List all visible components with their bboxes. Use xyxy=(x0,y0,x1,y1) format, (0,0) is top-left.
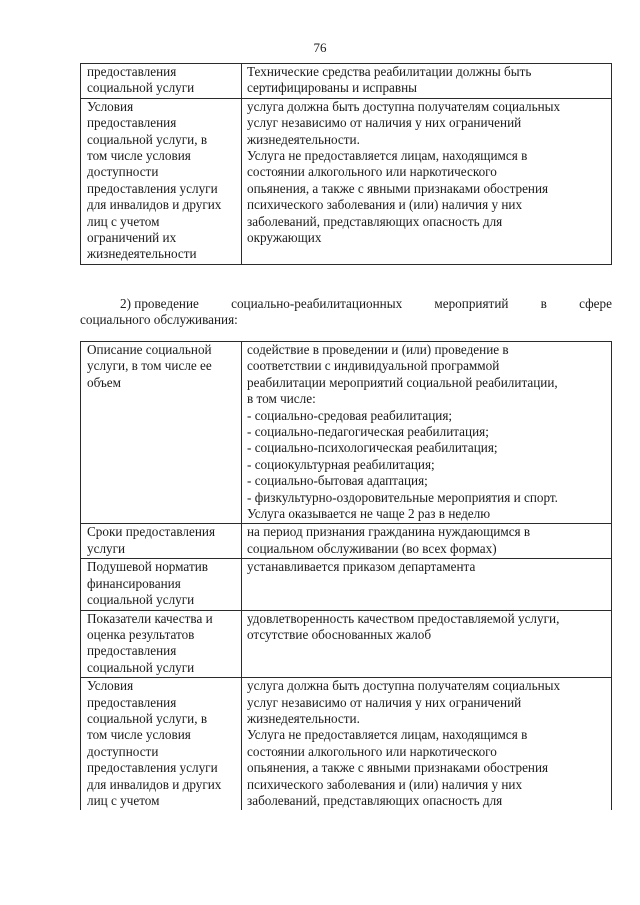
value-text-line: услуга должна быть доступна получателям социальных xyxy=(247,98,561,114)
value-text-line: реабилитации мероприятий социальной реабилитации, xyxy=(247,374,558,390)
value-text-line: - социально-бытовая адаптация; xyxy=(247,473,428,489)
label-text-line: предоставления услуги xyxy=(87,760,218,776)
label-text-line: Показатели качества и xyxy=(87,610,213,626)
value-text-line: заболеваний, представляющих опасность для xyxy=(247,792,503,808)
row-value-cell xyxy=(242,524,612,559)
row-value-cell xyxy=(242,610,612,678)
row-label-cell xyxy=(81,64,242,99)
value-text-line: в том числе: xyxy=(247,391,316,407)
rehabilitation-services-table xyxy=(80,341,612,810)
value-text-line: на период признания гражданина нуждающимся в xyxy=(247,524,531,540)
label-text-line: жизнедеятельности xyxy=(87,246,197,262)
label-text-line: социальной услуги, в xyxy=(87,710,208,726)
paragraph-line-1 xyxy=(80,296,612,312)
paragraph-line-2: социального обслуживания: xyxy=(80,312,238,328)
value-text-line: состоянии алкогольного или наркотического xyxy=(247,743,497,759)
value-text-line: удовлетворенность качеством предоставляемой услуги, xyxy=(247,610,560,626)
label-text-line: услуги, в том числе ее xyxy=(87,358,212,374)
label-text-line: социальной услуги, в xyxy=(87,131,208,147)
row-label-cell xyxy=(81,342,242,524)
paragraph-word: в xyxy=(540,296,547,311)
value-text-line: жизнедеятельности. xyxy=(247,710,360,726)
label-text-line: социальной услуги xyxy=(87,659,195,675)
label-text-line: для инвалидов и других xyxy=(87,197,222,213)
table-row xyxy=(81,342,612,524)
value-text-line: социальном обслуживании (во всех формах) xyxy=(247,540,497,556)
label-text-line: предоставления услуги xyxy=(87,180,218,196)
page-number: 76 xyxy=(313,40,327,55)
value-text-line: психического заболевания и (или) наличия у них xyxy=(247,776,523,792)
row-value-cell xyxy=(242,64,612,99)
label-text-line: социальной услуги xyxy=(87,592,195,608)
label-text-line: лиц с учетом xyxy=(87,792,160,808)
table-row xyxy=(81,98,612,264)
label-text-line: финансирования xyxy=(87,575,181,591)
label-text-line: Подушевой норматив xyxy=(87,559,208,575)
value-text-line: Услуга оказывается не чаще 2 раз в неделю xyxy=(247,506,491,522)
table-row xyxy=(81,524,612,559)
label-text-line: для инвалидов и других xyxy=(87,776,222,792)
label-text-line: Описание социальной xyxy=(87,342,212,357)
value-text-line: содействие в проведении и (или) проведение в xyxy=(247,342,509,357)
value-text-line: услуг независимо от наличия у них ограничений xyxy=(247,115,522,131)
label-text-line: предоставления xyxy=(87,643,177,659)
value-text-line: - социально-психологическая реабилитация; xyxy=(247,440,498,456)
value-text-line: сертифицированы и исправны xyxy=(247,80,418,96)
row-value-cell xyxy=(242,98,612,264)
value-text-line: - физкультурно-оздоровительные мероприятия и спорт. xyxy=(247,489,558,505)
value-text-line: Услуга не предоставляется лицам, находящимся в xyxy=(247,727,528,743)
row-value-cell xyxy=(242,342,612,524)
table-row xyxy=(81,559,612,610)
label-text-line: социальной услуги xyxy=(87,80,195,96)
label-text-line: Сроки предоставления xyxy=(87,524,216,540)
value-text-line: заболеваний, представляющих опасность для xyxy=(247,213,503,229)
paragraph-word: сфере xyxy=(579,296,612,311)
row-label-cell xyxy=(81,610,242,678)
value-text-line: устанавливается приказом департамента xyxy=(247,559,476,575)
table-row xyxy=(81,610,612,678)
value-text-line: соответствии с индивидуальной программой xyxy=(247,358,500,374)
table-row xyxy=(81,64,612,99)
value-text-line: опьянения, а также с явными признаками обострения xyxy=(247,760,549,776)
row-label-cell xyxy=(81,524,242,559)
label-text-line: Условия xyxy=(87,678,134,694)
label-text-line: доступности xyxy=(87,743,159,759)
value-text-line: отсутствие обоснованных жалоб xyxy=(247,626,432,642)
value-text-line: Технические средства реабилитации должны быть xyxy=(247,64,532,79)
label-text-line: Условия xyxy=(87,98,134,114)
label-text-line: том числе условия xyxy=(87,727,191,743)
value-text-line: услуг независимо от наличия у них ограничений xyxy=(247,694,522,710)
label-text-line: предоставления xyxy=(87,694,177,710)
value-text-line: жизнедеятельности. xyxy=(247,131,360,147)
value-text-line: психического заболевания и (или) наличия у них xyxy=(247,197,523,213)
label-text-line: том числе условия xyxy=(87,148,191,164)
value-text-line: - социально-педагогическая реабилитация; xyxy=(247,424,489,440)
label-text-line: предоставления xyxy=(87,115,177,131)
table1-body xyxy=(81,64,612,265)
value-text-line: состоянии алкогольного или наркотического xyxy=(247,164,497,180)
value-text-line: - социокультурная реабилитация; xyxy=(247,456,435,472)
paragraph-word: социально-реабилитационных xyxy=(231,296,403,311)
row-value-cell xyxy=(242,678,612,811)
services-table-continued xyxy=(80,63,612,265)
row-label-cell xyxy=(81,678,242,811)
label-text-line: оценка результатов xyxy=(87,626,195,642)
value-text-line: услуга должна быть доступна получателям социальных xyxy=(247,678,561,694)
section-paragraph xyxy=(80,296,612,329)
value-text-line: Услуга не предоставляется лицам, находящимся в xyxy=(247,148,528,164)
row-label-cell xyxy=(81,559,242,610)
value-text-line: опьянения, а также с явными признаками обострения xyxy=(247,180,549,196)
value-text-line: - социально-средовая реабилитация; xyxy=(247,407,453,423)
label-text-line: услуги xyxy=(87,540,126,556)
label-text-line: лиц с учетом xyxy=(87,213,160,229)
paragraph-word: 2) проведение xyxy=(120,296,199,311)
row-value-cell xyxy=(242,559,612,610)
table2-body xyxy=(81,342,612,811)
paragraph-word: мероприятий xyxy=(434,296,509,311)
row-label-cell xyxy=(81,98,242,264)
table-row xyxy=(81,678,612,811)
label-text-line: ограничений их xyxy=(87,230,177,246)
value-text-line: окружающих xyxy=(247,230,322,246)
label-text-line: доступности xyxy=(87,164,159,180)
label-text-line: объем xyxy=(87,374,121,390)
label-text-line: предоставления xyxy=(87,64,177,79)
